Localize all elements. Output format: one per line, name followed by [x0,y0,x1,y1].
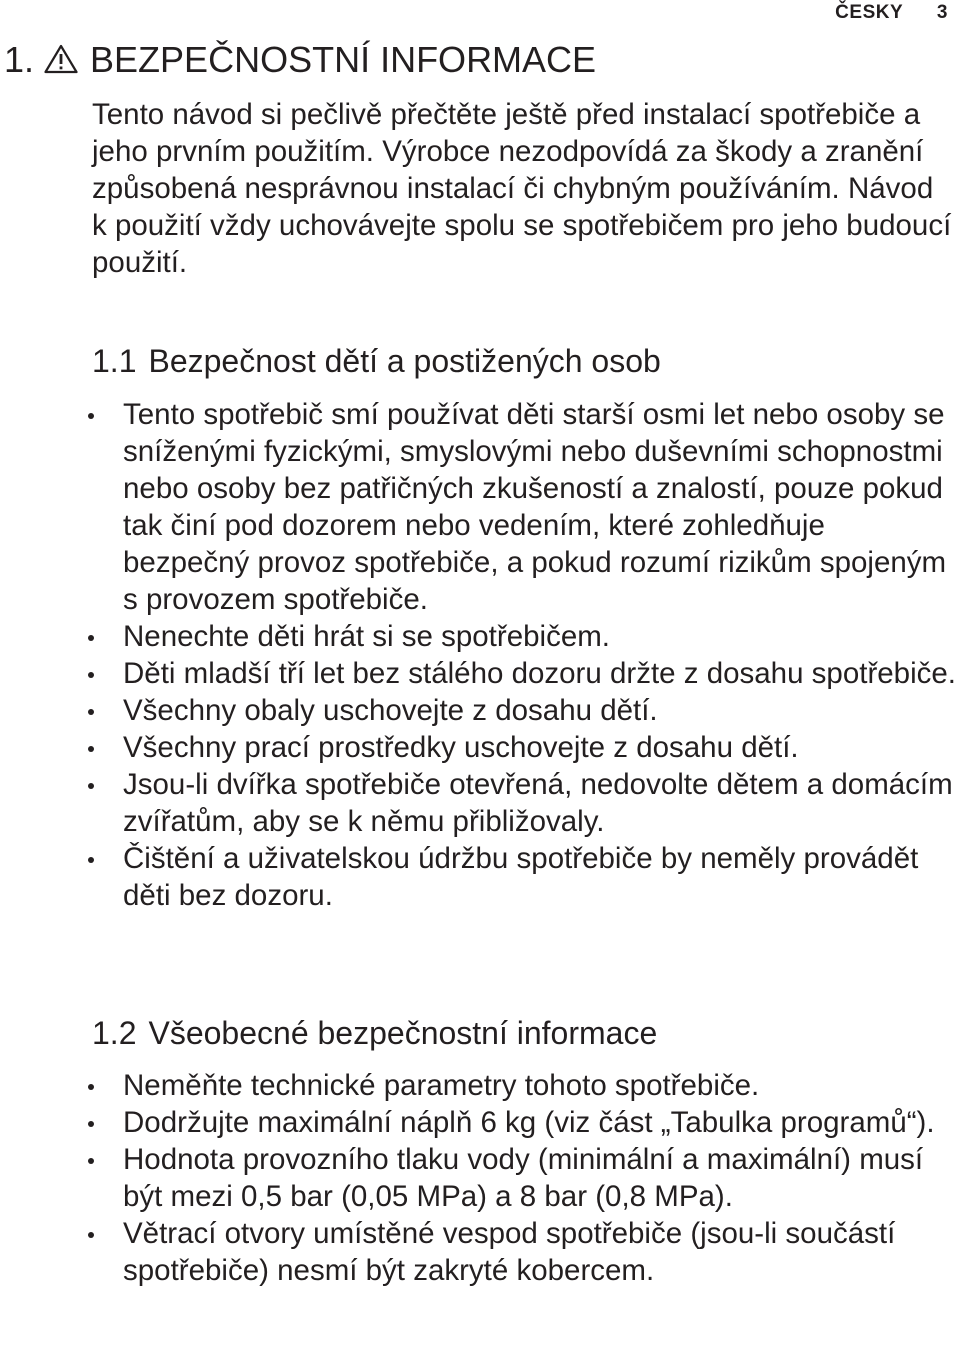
section-title-general-safety [92,1014,657,1052]
bullet-icon [88,413,94,419]
warning-triangle-icon [44,40,78,70]
list-item [0,1215,960,1289]
intro-paragraph: Tento návod si pečlivě přečtěte ještě před instalací spotřebiče a jeho prvním použitím. Výrobce nezodpovídá za škody a zranění způsobená nesprávnou instalací či chybným používáním. Návod k použití vždy uchovávejte spolu se spotřebičem pro jeho budoucí použití. [92,98,952,279]
list-item [0,655,960,692]
section-number: 1.2 [92,1015,137,1051]
list-item-text: Čištění a uživatelskou údržbu spotřebiče by neměly provádět děti bez dozoru. [123,842,919,912]
list-item [0,729,960,766]
bullet-icon [88,857,94,863]
list-item-text: Děti mladší tří let bez stálého dozoru držte z dosahu spotřebiče. [123,657,956,690]
bullet-icon [88,672,94,678]
chapter-heading-text: BEZPEČNOSTNÍ INFORMACE [90,39,597,80]
bullet-icon [88,1232,94,1238]
section-heading-text: Bezpečnost dětí a postižených osob [148,343,661,379]
bullet-icon [88,709,94,715]
child-safety-list [0,396,960,914]
page-number: 3 [936,2,948,23]
general-safety-list [0,1067,960,1289]
list-item [0,766,960,840]
bullet-icon [88,1084,94,1090]
bullet-icon [88,635,94,641]
list-item [0,396,960,618]
list-item [0,618,960,655]
list-item [0,1104,960,1141]
list-item-text: Hodnota provozního tlaku vody (minimální a maximální) musí být mezi 0,5 bar (0,05 MPa) a 8 bar (0,8 MPa). [123,1143,924,1213]
list-item [0,1141,960,1215]
section-number: 1.1 [92,343,137,379]
chapter-number: 1. [4,39,35,80]
list-item-text: Všechny prací prostředky uschovejte z dosahu dětí. [123,731,799,764]
list-item-text: Nenechte děti hrát si se spotřebičem. [123,620,610,653]
list-item [0,692,960,729]
section-title-child-safety [92,342,661,380]
chapter-title [4,38,596,82]
list-item-text: Všechny obaly uschovejte z dosahu dětí. [123,694,658,727]
list-item-text: Tento spotřebič smí používat děti starší osmi let nebo osoby se sníženými fyzickými, smyslovými nebo duševními schopnostmi nebo osoby bez patřičných zkušeností a znalostí, pouze pokud tak činí pod dozorem nebo vedením, které zohledňuje bezpečný provoz spotřebiče, a pokud rozumí rizikům spojeným s provozem spotřebiče. [123,398,947,616]
list-item-text: Dodržujte maximální náplň 6 kg (viz část „Tabulka programů“). [123,1106,935,1139]
section-heading-text: Všeobecné bezpečnostní informace [148,1015,658,1051]
list-item-text: Větrací otvory umístěné vespod spotřebiče (jsou-li součástí spotřebiče) nesmí být zakryté kobercem. [123,1217,896,1287]
list-item-text: Jsou-li dvířka spotřebiče otevřená, nedovolte dětem a domácím zvířatům, aby se k němu přibližovaly. [123,768,953,838]
bullet-icon [88,783,94,789]
list-item [0,1067,960,1104]
bullet-icon [88,1121,94,1127]
bullet-icon [88,1158,94,1164]
bullet-icon [88,746,94,752]
language-label: ČESKY [835,2,904,23]
running-header [835,2,948,24]
list-item [0,840,960,914]
list-item-text: Neměňte technické parametry tohoto spotřebiče. [123,1069,760,1102]
